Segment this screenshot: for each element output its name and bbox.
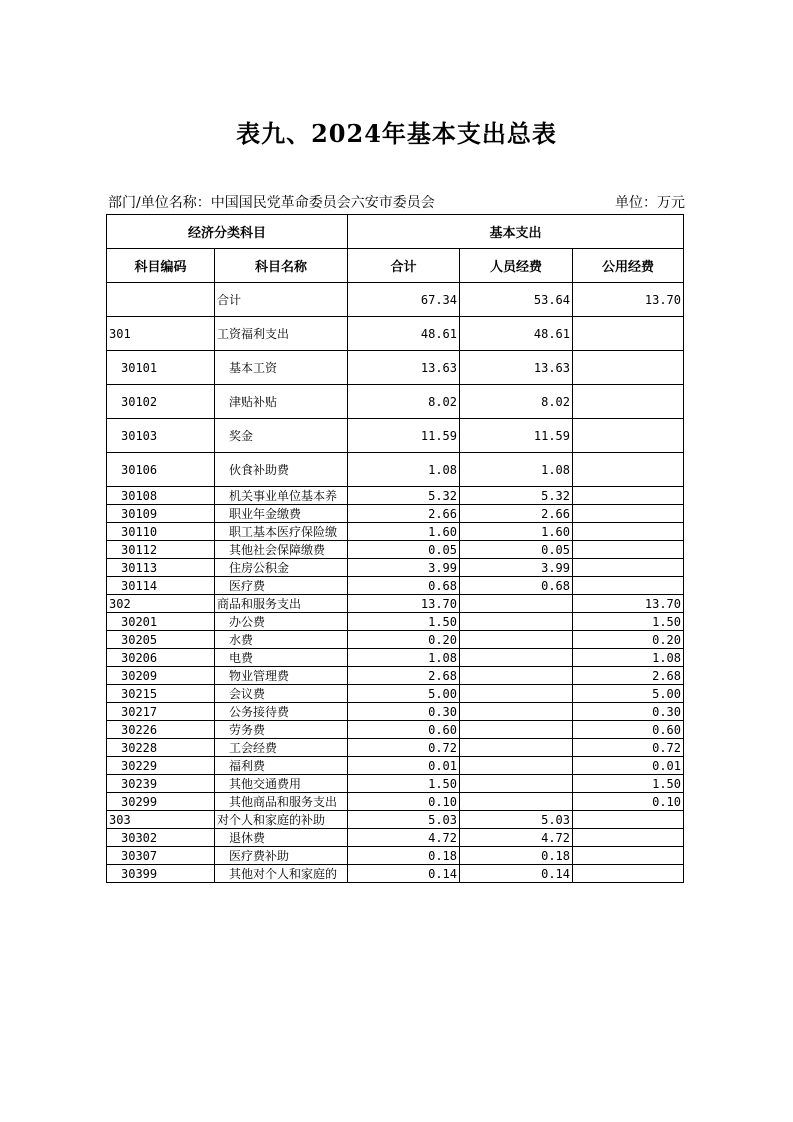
cell-personnel: 3.99 (460, 559, 573, 577)
cell-code: 30112 (107, 541, 215, 559)
cell-total: 48.61 (348, 317, 460, 351)
cell-public: 1.50 (573, 613, 684, 631)
cell-name: 工资福利支出 (215, 317, 348, 351)
cell-code: 30114 (107, 577, 215, 595)
cell-public (573, 317, 684, 351)
cell-public: 13.70 (573, 595, 684, 613)
cell-total: 0.10 (348, 793, 460, 811)
cell-personnel (460, 667, 573, 685)
cell-total: 0.60 (348, 721, 460, 739)
table-row (107, 541, 684, 559)
cell-public: 1.50 (573, 775, 684, 793)
cell-total: 5.32 (348, 487, 460, 505)
table-row (107, 453, 684, 487)
cell-public: 0.72 (573, 739, 684, 757)
cell-personnel (460, 649, 573, 667)
cell-total: 13.63 (348, 351, 460, 385)
cell-total: 5.00 (348, 685, 460, 703)
cell-total: 2.68 (348, 667, 460, 685)
cell-code: 30215 (107, 685, 215, 703)
cell-code: 30201 (107, 613, 215, 631)
cell-total: 2.66 (348, 505, 460, 523)
cell-personnel: 5.32 (460, 487, 573, 505)
cell-personnel: 5.03 (460, 811, 573, 829)
cell-code: 30228 (107, 739, 215, 757)
cell-total: 0.14 (348, 865, 460, 883)
cell-name: 伙食补助费 (215, 453, 348, 487)
cell-name: 福利费 (215, 757, 348, 775)
header-row-top (107, 215, 684, 249)
table-row (107, 559, 684, 577)
table-row (107, 385, 684, 419)
cell-public: 0.20 (573, 631, 684, 649)
cell-code: 30217 (107, 703, 215, 721)
cell-personnel (460, 685, 573, 703)
table-row (107, 595, 684, 613)
cell-code: 30302 (107, 829, 215, 847)
cell-name: 电费 (215, 649, 348, 667)
cell-public (573, 541, 684, 559)
cell-public: 0.30 (573, 703, 684, 721)
table-row (107, 775, 684, 793)
table-row (107, 649, 684, 667)
cell-name: 其他交通费用 (215, 775, 348, 793)
cell-name: 退休费 (215, 829, 348, 847)
department-label: 部门/单位名称：中国国民党革命委员会六安市委员会 (108, 195, 435, 211)
cell-public (573, 351, 684, 385)
cell-public (573, 523, 684, 541)
cell-personnel: 0.18 (460, 847, 573, 865)
cell-total: 11.59 (348, 419, 460, 453)
cell-code: 30113 (107, 559, 215, 577)
cell-code: 30239 (107, 775, 215, 793)
cell-code: 30102 (107, 385, 215, 419)
cell-name: 其他对个人和家庭的 (215, 865, 348, 883)
header-personnel: 人员经费 (460, 249, 573, 283)
cell-code (107, 283, 215, 317)
table-row (107, 739, 684, 757)
table-row (107, 317, 684, 351)
cell-total: 1.08 (348, 453, 460, 487)
cell-total: 0.72 (348, 739, 460, 757)
cell-name: 医疗费补助 (215, 847, 348, 865)
table-row (107, 667, 684, 685)
cell-code: 30103 (107, 419, 215, 453)
cell-code: 30205 (107, 631, 215, 649)
table-row (107, 283, 684, 317)
cell-public (573, 487, 684, 505)
header-economic-class: 经济分类科目 (107, 215, 348, 249)
cell-total: 0.30 (348, 703, 460, 721)
cell-total: 5.03 (348, 811, 460, 829)
basic-expenditure-table (106, 214, 684, 883)
cell-total: 8.02 (348, 385, 460, 419)
cell-personnel (460, 739, 573, 757)
table-body (107, 283, 684, 883)
cell-name: 其他社会保障缴费 (215, 541, 348, 559)
cell-code: 302 (107, 595, 215, 613)
cell-personnel: 2.66 (460, 505, 573, 523)
cell-public (573, 847, 684, 865)
cell-name: 公务接待费 (215, 703, 348, 721)
cell-public (573, 577, 684, 595)
cell-total: 4.72 (348, 829, 460, 847)
table-row (107, 703, 684, 721)
header-public: 公用经费 (573, 249, 684, 283)
cell-personnel: 4.72 (460, 829, 573, 847)
cell-personnel (460, 703, 573, 721)
cell-public: 0.10 (573, 793, 684, 811)
cell-personnel: 0.14 (460, 865, 573, 883)
cell-personnel (460, 721, 573, 739)
cell-code: 30229 (107, 757, 215, 775)
cell-public (573, 865, 684, 883)
cell-code: 30108 (107, 487, 215, 505)
cell-total: 1.08 (348, 649, 460, 667)
cell-personnel: 53.64 (460, 283, 573, 317)
cell-personnel (460, 595, 573, 613)
cell-name: 职业年金缴费 (215, 505, 348, 523)
cell-code: 30109 (107, 505, 215, 523)
cell-public: 13.70 (573, 283, 684, 317)
table-row (107, 829, 684, 847)
cell-public (573, 811, 684, 829)
cell-name: 基本工资 (215, 351, 348, 385)
cell-code: 30307 (107, 847, 215, 865)
header-basic-expenditure: 基本支出 (348, 215, 684, 249)
cell-public: 1.08 (573, 649, 684, 667)
header-name: 科目名称 (215, 249, 348, 283)
cell-personnel: 1.60 (460, 523, 573, 541)
table-row (107, 577, 684, 595)
cell-personnel: 0.05 (460, 541, 573, 559)
page-title: 表九、2024年基本支出总表 (236, 119, 557, 148)
cell-name: 津贴补贴 (215, 385, 348, 419)
cell-total: 67.34 (348, 283, 460, 317)
cell-code: 30209 (107, 667, 215, 685)
cell-personnel: 8.02 (460, 385, 573, 419)
cell-total: 0.05 (348, 541, 460, 559)
cell-total: 0.01 (348, 757, 460, 775)
header-total: 合计 (348, 249, 460, 283)
cell-total: 0.18 (348, 847, 460, 865)
cell-name: 办公费 (215, 613, 348, 631)
cell-public: 0.01 (573, 757, 684, 775)
cell-name: 住房公积金 (215, 559, 348, 577)
cell-public (573, 419, 684, 453)
cell-public (573, 829, 684, 847)
cell-name: 商品和服务支出 (215, 595, 348, 613)
cell-name: 奖金 (215, 419, 348, 453)
table-row (107, 685, 684, 703)
unit-label: 单位：万元 (615, 195, 685, 211)
cell-personnel (460, 631, 573, 649)
cell-code: 30399 (107, 865, 215, 883)
cell-personnel: 13.63 (460, 351, 573, 385)
table-row (107, 419, 684, 453)
cell-personnel: 48.61 (460, 317, 573, 351)
cell-public (573, 505, 684, 523)
table-row (107, 487, 684, 505)
cell-total: 1.50 (348, 613, 460, 631)
cell-name: 劳务费 (215, 721, 348, 739)
table-row (107, 613, 684, 631)
cell-code: 30206 (107, 649, 215, 667)
cell-total: 1.50 (348, 775, 460, 793)
cell-public: 2.68 (573, 667, 684, 685)
cell-personnel (460, 757, 573, 775)
cell-name: 职工基本医疗保险缴 (215, 523, 348, 541)
cell-code: 301 (107, 317, 215, 351)
cell-personnel: 11.59 (460, 419, 573, 453)
table-row (107, 811, 684, 829)
cell-personnel (460, 613, 573, 631)
cell-public: 5.00 (573, 685, 684, 703)
cell-personnel: 0.68 (460, 577, 573, 595)
table-row (107, 505, 684, 523)
cell-total: 0.20 (348, 631, 460, 649)
cell-code: 30299 (107, 793, 215, 811)
cell-public: 0.60 (573, 721, 684, 739)
cell-name: 工会经费 (215, 739, 348, 757)
cell-public (573, 385, 684, 419)
table-row (107, 631, 684, 649)
header-row-columns (107, 249, 684, 283)
cell-name: 合计 (215, 283, 348, 317)
cell-personnel: 1.08 (460, 453, 573, 487)
cell-code: 30110 (107, 523, 215, 541)
cell-name: 其他商品和服务支出 (215, 793, 348, 811)
cell-code: 303 (107, 811, 215, 829)
cell-name: 医疗费 (215, 577, 348, 595)
table-row (107, 721, 684, 739)
table-row (107, 351, 684, 385)
cell-name: 机关事业单位基本养 (215, 487, 348, 505)
cell-total: 3.99 (348, 559, 460, 577)
cell-code: 30226 (107, 721, 215, 739)
cell-total: 0.68 (348, 577, 460, 595)
header-code: 科目编码 (107, 249, 215, 283)
cell-name: 物业管理费 (215, 667, 348, 685)
cell-personnel (460, 793, 573, 811)
cell-total: 1.60 (348, 523, 460, 541)
cell-public (573, 559, 684, 577)
cell-total: 13.70 (348, 595, 460, 613)
cell-name: 会议费 (215, 685, 348, 703)
cell-name: 对个人和家庭的补助 (215, 811, 348, 829)
table-row (107, 793, 684, 811)
table-row (107, 757, 684, 775)
cell-code: 30106 (107, 453, 215, 487)
table-row (107, 865, 684, 883)
cell-public (573, 453, 684, 487)
cell-name: 水费 (215, 631, 348, 649)
table-row (107, 847, 684, 865)
cell-code: 30101 (107, 351, 215, 385)
cell-personnel (460, 775, 573, 793)
table-row (107, 523, 684, 541)
